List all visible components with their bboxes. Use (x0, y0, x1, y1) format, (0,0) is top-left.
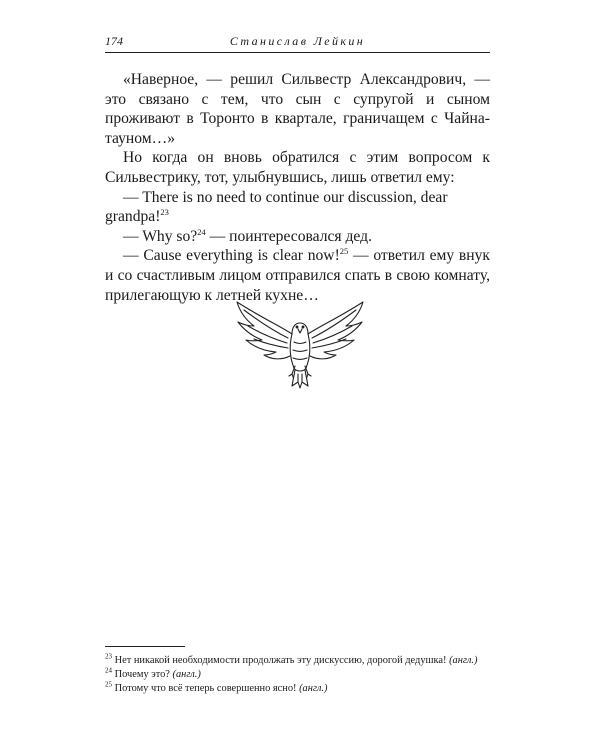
page-number: 174 (105, 34, 123, 48)
footnote-language-tag: (англ.) (449, 655, 478, 666)
paragraph-3-continued (105, 207, 490, 227)
paragraph-3-line-1: — There is no need to continue our discussion, dear (123, 188, 448, 206)
paragraph-5-tail: — ответил ему внук и со счастливым лицом отправился спать в свою комнату, прилегающую к летней кухне… (105, 247, 490, 304)
footnote-number: 24 (105, 666, 112, 675)
paragraph-4-tail: — поинтересовался дед. (205, 227, 372, 245)
footnote-language-tag: (англ.) (299, 683, 328, 695)
footnote-ref-24: 24 (197, 226, 206, 237)
footnote-text: Нет никакой необходимости продолжать эту дискуссию, дорогой дедушка! (114, 655, 447, 666)
paragraph-2: Но когда он вновь обратился с этим вопросом к Сильвестрику, тот, улыбнувшись, лишь ответил ему: (105, 149, 490, 186)
page-header (105, 34, 490, 53)
footnotes (105, 654, 500, 697)
footnote-text: Почему это? (114, 669, 170, 681)
footnote-number: 25 (105, 680, 112, 689)
main-text (105, 70, 490, 305)
eagle-icon (232, 296, 368, 392)
paragraph-4 (105, 227, 490, 247)
footnote-23 (105, 654, 500, 668)
footnote-number: 23 (105, 652, 112, 661)
paragraph-3-line-2: grandpa! (105, 208, 161, 226)
footnote-24 (105, 668, 500, 682)
footnote-ref-25: 25 (339, 246, 349, 257)
footnote-language-tag: (англ.) (172, 669, 201, 681)
paragraph-5-speech: — Cause everything is clear now! (123, 247, 340, 265)
footnote-25 (105, 682, 500, 696)
paragraph-1: «Наверное, — решил Сильвестр Александрович, — это связано с тем, что сын с супругой и сыном проживают в Торонто в квартале, граничащем с Чайна-тауном…» (105, 71, 490, 147)
paragraph-4-speech: — Why so? (123, 227, 198, 245)
footnote-divider (105, 646, 185, 647)
footnote-ref-23: 23 (160, 206, 169, 217)
running-head-author: Станислав Лейкин (229, 34, 366, 48)
paragraph-3 (105, 188, 490, 208)
footnote-text: Потому что всё теперь совершенно ясно! (114, 683, 297, 695)
